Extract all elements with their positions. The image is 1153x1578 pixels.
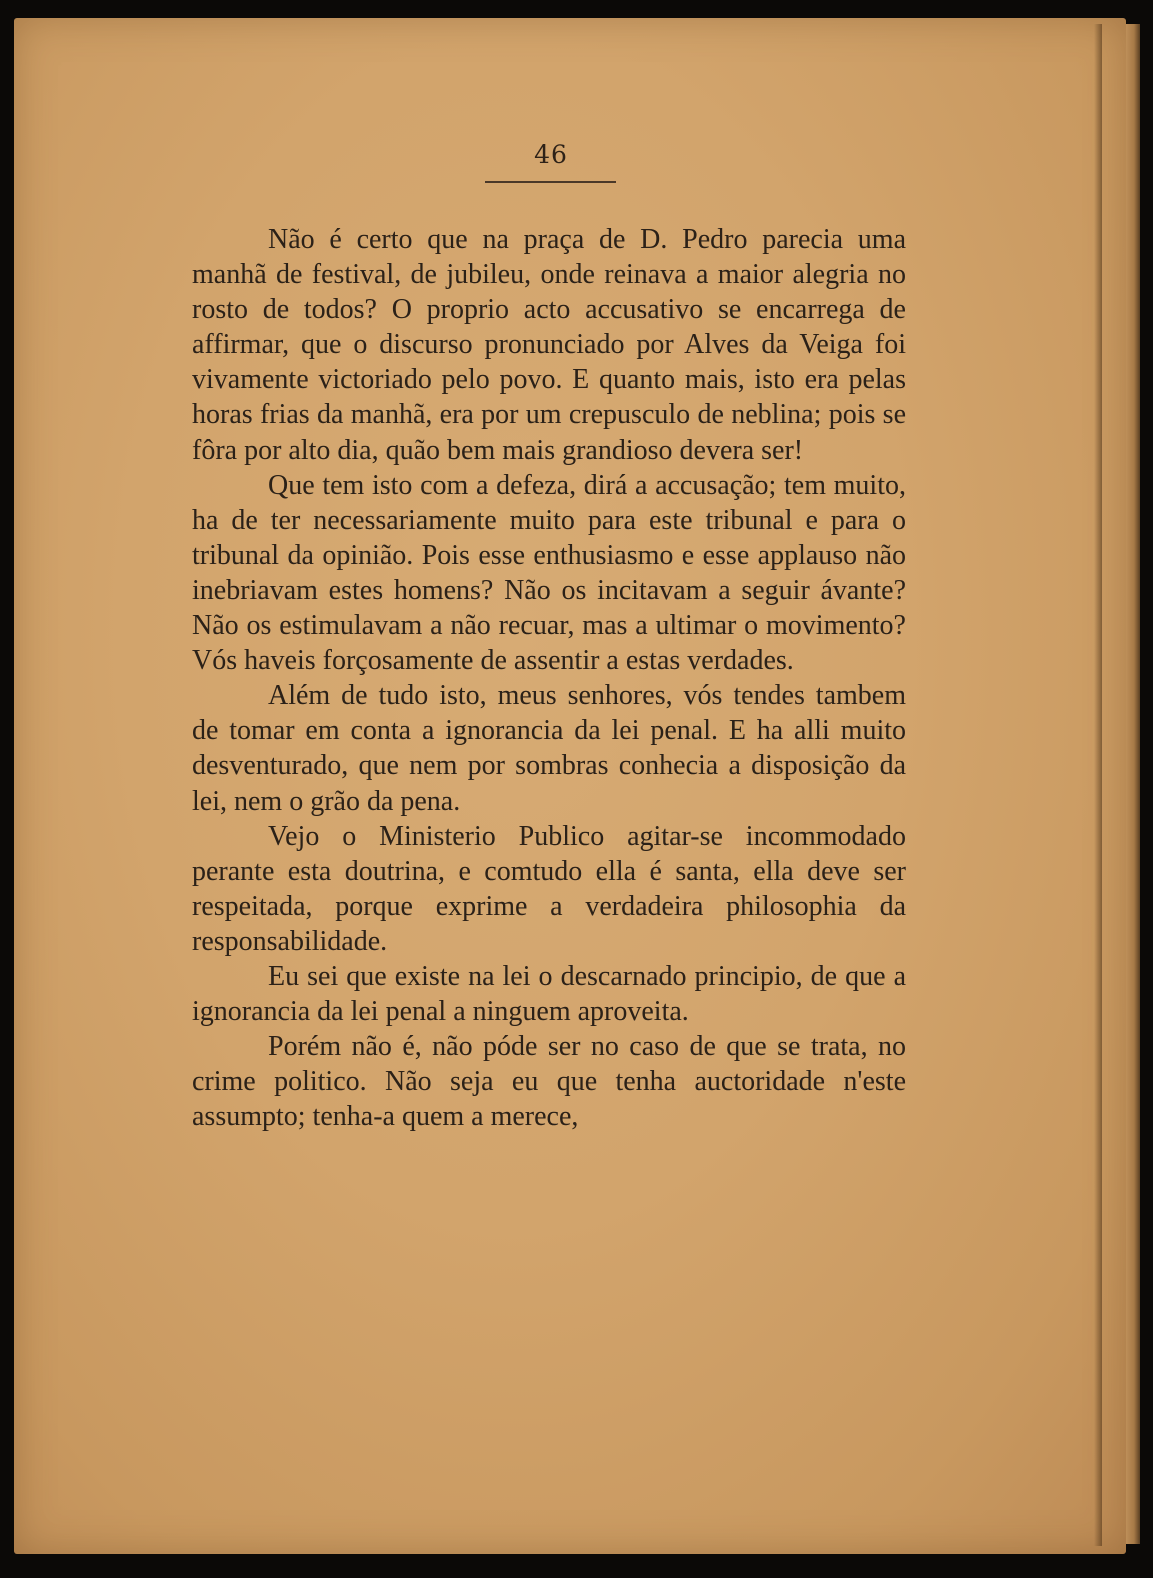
paragraph: Eu sei que existe na lei o descarnado principio, de que a ignorancia da lei penal a ninguem aproveita. (192, 960, 906, 1028)
paragraph: Que tem isto com a defeza, dirá a accusação; tem muito, ha de ter necessariamente muito para este tribunal e para o tribunal da opinião. Pois esse enthusiasmo e esse applauso não inebriavam estes homens? Não os incitavam a seguir ávante? Não os estimulavam a não recuar, mas a ultimar o movimento? Vós haveis forçosamente de assentir a estas verdades. (192, 469, 906, 677)
paragraph: Não é certo que na praça de D. Pedro parecia uma manhã de festival, de jubileu, onde reinava a maior alegria no rosto de todos? O proprio acto accusativo se encarrega de affirmar, que o discurso pronunciado por Alves da Veiga foi vivamente victoriado pelo povo. E quanto mais, isto era pelas horas frias da manhã, era por um crepusculo de neblina; pois se fôra por alto dia, quão bem mais grandioso devera ser! (192, 224, 906, 466)
paragraph: Porém não é, não póde ser no caso de que se trata, no crime politico. Não seja eu que tenha auctoridade n'este assumpto; tenha-a quem a merece, (192, 1031, 906, 1133)
paragraph: Além de tudo isto, meus senhores, vós tendes tambem de tomar em conta a ignorancia da lei penal. E ha alli muito desventurado, que nem por sombras conhecia a disposição da lei, nem o grão da pena. (192, 680, 906, 817)
body-text (192, 222, 906, 1134)
paragraph: Vejo o Ministerio Publico agitar-se incommodado perante esta doutrina, e comtudo ella é santa, ella deve ser respeitada, porque exprime a verdadeira philosophia da responsabilidade. (192, 820, 906, 957)
header-rule (485, 181, 616, 183)
page-number: 46 (534, 140, 568, 169)
page-gutter-shadow (1094, 24, 1102, 1546)
